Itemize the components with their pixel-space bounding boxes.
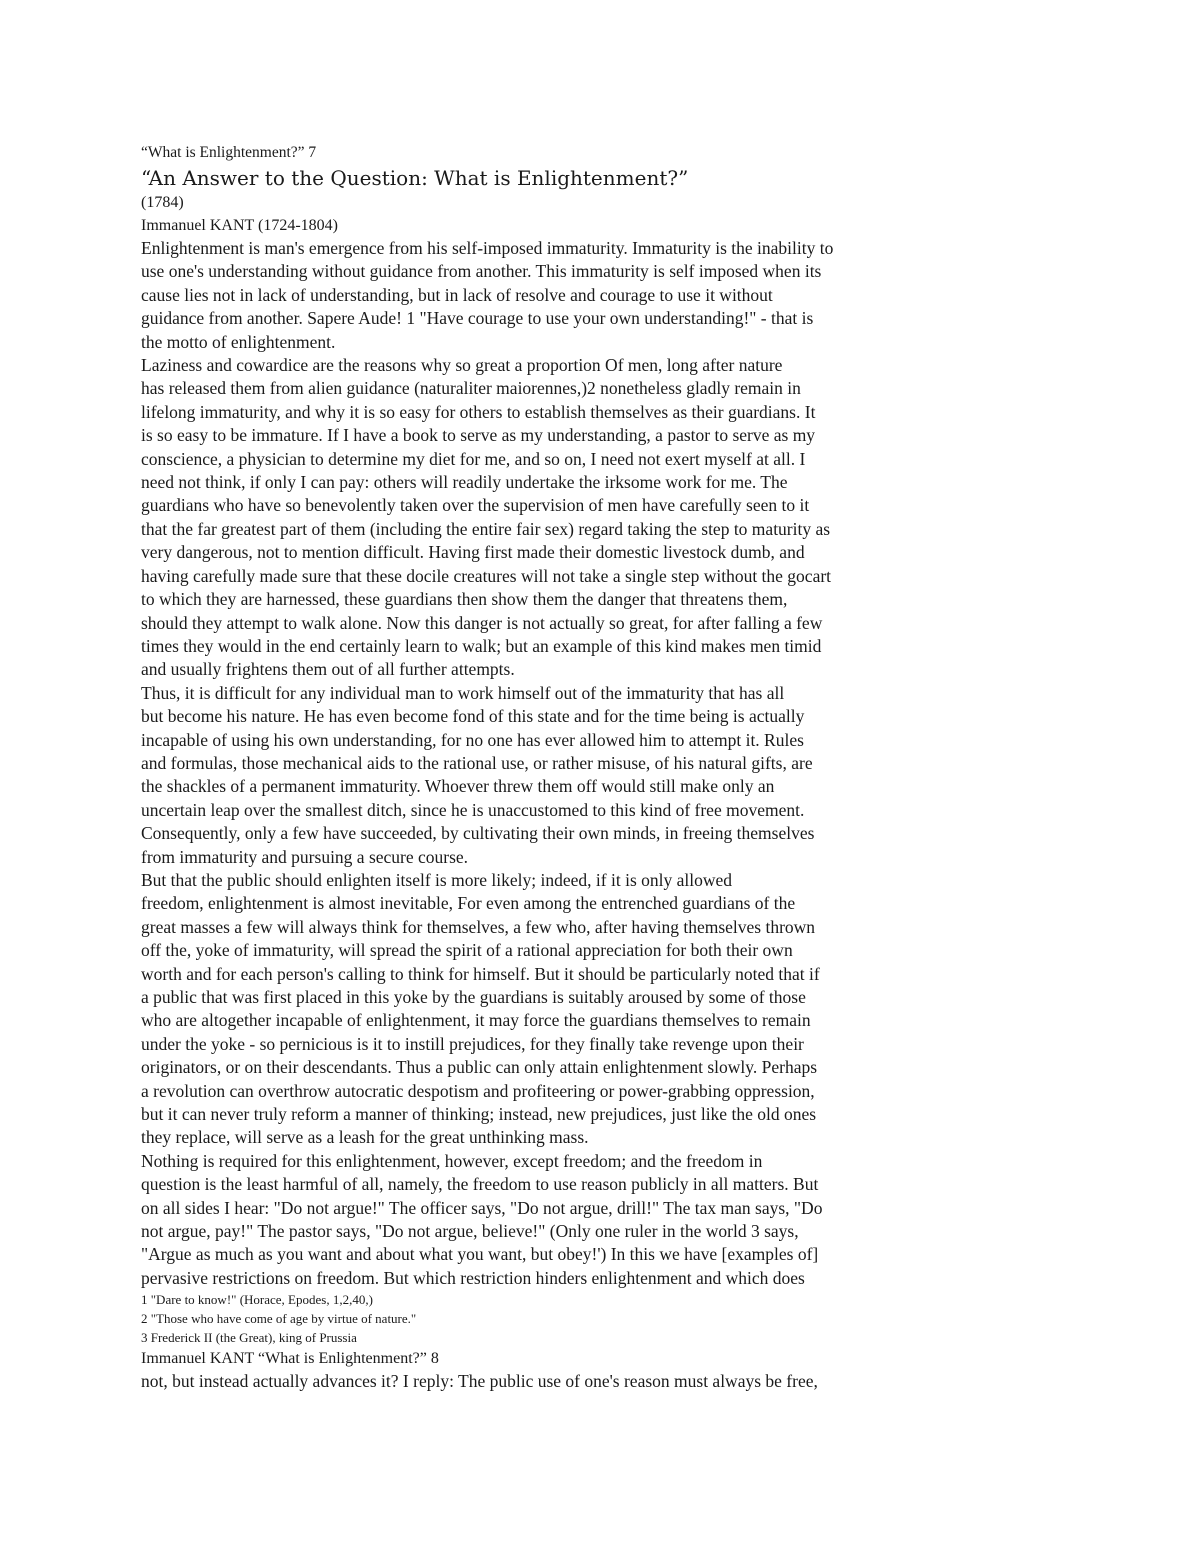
text-line: great masses a few will always think for themselves, a few who, after having themselves thrown	[141, 916, 816, 937]
text-line: Laziness and cowardice are the reasons why so great a proportion Of men, long after nature	[141, 355, 783, 376]
essay-title: “An Answer to the Question: What is Enlightenment?”	[141, 166, 689, 190]
paragraph	[141, 869, 971, 1150]
text-line: freedom, enlightenment is almost inevitable, For even among the entrenched guardians of the	[141, 893, 796, 914]
text-line: lifelong immaturity, and why it is so easy for others to establish themselves as their guardians. It	[141, 401, 816, 422]
text-line: pervasive restrictions on freedom. But which restriction hinders enlightenment and which does	[141, 1267, 805, 1288]
publication-year: (1784)	[141, 194, 184, 211]
text-line: times they would in the end certainly learn to walk; but an example of this kind makes men timid	[141, 635, 822, 656]
text-line: but it can never truly reform a manner of thinking; instead, new prejudices, just like the old ones	[141, 1104, 817, 1125]
text-line: Consequently, only a few have succeeded, by cultivating their own minds, in freeing themselves	[141, 823, 815, 844]
text-line: question is the least harmful of all, namely, the freedom to use reason publicly in all matters. But	[141, 1174, 819, 1195]
text-line: on all sides I hear: "Do not argue!" The officer says, "Do not argue, drill!" The tax man says, "Do	[141, 1197, 823, 1218]
paragraph	[141, 354, 971, 682]
next-page-first-line: not, but instead actually advances it? I reply: The public use of one's reason must always be free,	[141, 1371, 818, 1392]
text-line: from immaturity and pursuing a secure course.	[141, 846, 469, 867]
text-line: incapable of using his own understanding, for no one has ever allowed him to attempt it. Rules	[141, 729, 804, 750]
author-line: Immanuel KANT (1724-1804)	[141, 217, 338, 234]
text-line: uncertain leap over the smallest ditch, since he is unaccustomed to this kind of free movement.	[141, 799, 805, 820]
text-line: very dangerous, not to mention difficult. Having first made their domestic livestock dumb, and	[141, 542, 805, 563]
text-line: to which they are harnessed, these guardians then show them the danger that threatens them,	[141, 589, 788, 610]
text-line: having carefully made sure that these docile creatures will not take a single step without the gocart	[141, 565, 832, 586]
text-line: who are altogether incapable of enlightenment, it may force the guardians themselves to remain	[141, 1010, 811, 1031]
text-line: has released them from alien guidance (naturaliter maiorennes,)2 nonetheless gladly remain in	[141, 378, 801, 399]
text-line: that the far greatest part of them (including the entire fair sex) regard taking the step to maturity as	[141, 518, 831, 539]
text-line: they replace, will serve as a leash for the great unthinking mass.	[141, 1127, 589, 1148]
text-line: conscience, a physician to determine my diet for me, and so on, I need not exert myself at all. I	[141, 448, 806, 469]
running-head: “What is Enlightenment?” 7	[141, 144, 317, 161]
text-line: But that the public should enlighten itself is more likely; indeed, if it is only allowed	[141, 869, 733, 890]
text-line: Thus, it is difficult for any individual man to work himself out of the immaturity that has all	[141, 682, 785, 703]
footnotes	[141, 1290, 971, 1347]
text-line: a public that was first placed in this yoke by the guardians is suitably aroused by some of those	[141, 987, 806, 1007]
text-line: not argue, pay!" The pastor says, "Do not argue, believe!" (Only one ruler in the world 3 says,	[141, 1221, 799, 1242]
footnote: 1 "Dare to know!" (Horace, Epodes, 1,2,40,)	[141, 1292, 373, 1308]
text-line: and formulas, those mechanical aids to the rational use, or rather misuse, of his natural gifts, are	[141, 752, 813, 773]
text-line: Enlightenment is man's emergence from his self-imposed immaturity. Immaturity is the inability to	[141, 238, 834, 258]
text-line: is so easy to be immature. If I have a book to serve as my understanding, a pastor to serve as my	[141, 425, 816, 446]
text-line: but become his nature. He has even become fond of this state and for the time being is actually	[141, 706, 805, 727]
body-text	[141, 237, 971, 1290]
footnote: 2 "Those who have come of age by virtue of nature."	[141, 1311, 417, 1327]
text-line: should they attempt to walk alone. Now this danger is not actually so great, for after falling a few	[141, 612, 823, 633]
document-page	[141, 141, 971, 1394]
text-line: the shackles of a permanent immaturity. Whoever threw them off would still make only an	[141, 776, 775, 797]
text-line: "Argue as much as you want and about what you want, but obey!') In this we have [examples of]	[141, 1244, 819, 1265]
text-line: use one's understanding without guidance from another. This immaturity is self imposed when its	[141, 261, 822, 282]
text-line: under the yoke - so pernicious is it to instill prejudices, for they finally take revenge upon their	[141, 1033, 804, 1054]
text-line: worth and for each person's calling to think for himself. But it should be particularly noted that if	[141, 963, 820, 984]
paragraph	[141, 682, 971, 869]
paragraph	[141, 237, 971, 354]
next-page-running-head: Immanuel KANT “What is Enlightenment?” 8	[141, 1350, 439, 1368]
text-line: the motto of enlightenment.	[141, 331, 336, 352]
text-line: off the, yoke of immaturity, will spread the spirit of a rational appreciation for both their own	[141, 940, 793, 961]
footnote: 3 Frederick II (the Great), king of Prussia	[141, 1330, 357, 1346]
paragraph	[141, 1150, 971, 1290]
text-line: guidance from another. Sapere Aude! 1 "Have courage to use your own understanding!" - that is	[141, 308, 814, 329]
text-line: Nothing is required for this enlightenment, however, except freedom; and the freedom in	[141, 1150, 763, 1171]
text-line: cause lies not in lack of understanding, but in lack of resolve and courage to use it without	[141, 284, 773, 305]
text-line: guardians who have so benevolently taken over the supervision of men have carefully seen to it	[141, 495, 810, 516]
text-line: need not think, if only I can pay: others will readily undertake the irksome work for me. The	[141, 472, 788, 493]
text-line: originators, or on their descendants. Thus a public can only attain enlightenment slowly. Perhaps	[141, 1057, 818, 1078]
text-line: a revolution can overthrow autocratic despotism and profiteering or power-grabbing oppression,	[141, 1080, 815, 1101]
text-line: and usually frightens them out of all further attempts.	[141, 659, 515, 680]
